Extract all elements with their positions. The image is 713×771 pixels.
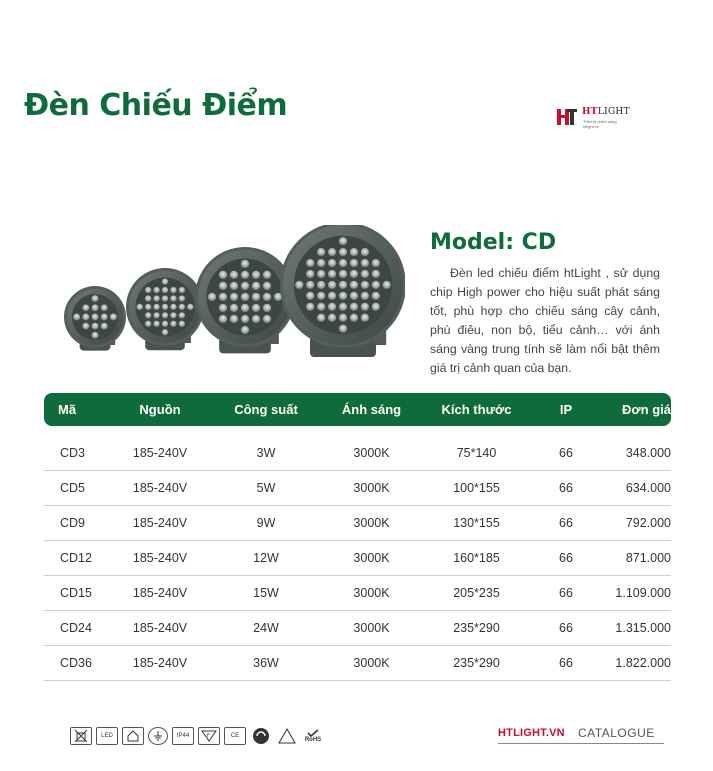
table-row — [44, 576, 671, 611]
table-cell: 9W — [256, 516, 276, 530]
table-row — [44, 471, 671, 506]
table-cell: CD9 — [60, 516, 86, 530]
header-kich-thuoc: Kích thước — [441, 402, 512, 417]
table-cell: 235*290 — [453, 621, 500, 635]
footer-brand: HTLIGHT.VN — [498, 727, 565, 739]
header-don-gia: Đơn giá — [622, 402, 671, 417]
model-title: Model: CD — [430, 230, 557, 255]
table-cell: 3000K — [353, 481, 390, 495]
table-cell: 36W — [253, 656, 279, 670]
certification-icons — [70, 726, 324, 746]
logo-tagline: Thiết bị chiếu sáng htlight.vn — [583, 119, 617, 129]
ce-icon: CE — [224, 727, 246, 745]
table-cell: 3000K — [353, 621, 390, 635]
indoor-house-icon — [122, 727, 144, 745]
page-title: Đèn Chiếu Điểm — [24, 88, 288, 123]
price-table — [44, 393, 671, 681]
table-cell: 66 — [559, 446, 573, 460]
table-cell: 3000K — [353, 446, 390, 460]
led-icon: LED — [96, 727, 118, 745]
table-row — [44, 436, 671, 471]
htlight-logo-icon — [556, 106, 578, 128]
model-description: Đèn led chiếu điểm htLight , sử dụng chip High power cho hiệu suất phát sáng tốt, phù hợp cho chiếu sáng cây cảnh, phù điêu, non bộ, tiểu cảnh… với ánh sáng vàng trung tính sẽ làm nổi bật thêm giá trị cảnh quan của bạn. — [430, 266, 660, 375]
table-row — [44, 541, 671, 576]
table-cell: 3000K — [353, 656, 390, 670]
table-cell: 66 — [559, 516, 573, 530]
table-cell: 185-240V — [132, 621, 188, 635]
table-cell: 66 — [559, 551, 573, 565]
header-anh-sang: Ánh sáng — [341, 402, 402, 417]
header-cong-suat: Công suất — [234, 402, 298, 417]
table-cell: 1.822.000 — [615, 656, 671, 670]
ground-icon — [148, 727, 168, 745]
footer-catalogue: CATALOGUE — [578, 726, 655, 740]
table-cell: 66 — [559, 586, 573, 600]
table-cell: CD3 — [60, 446, 86, 460]
table-cell: 3000K — [353, 586, 390, 600]
table-cell: 348.000 — [625, 446, 671, 460]
table-cell: 1.315.000 — [615, 621, 671, 635]
table-cell: 205*235 — [453, 586, 500, 600]
table-cell: 66 — [559, 621, 573, 635]
table-cell: 3000K — [353, 551, 390, 565]
table-cell: 1.109.000 — [615, 586, 671, 600]
triangle-mark-icon — [276, 727, 298, 745]
table-cell: 24W — [253, 621, 279, 635]
htlight-logo — [556, 104, 636, 130]
table-cell: CD15 — [60, 586, 92, 600]
f-mark-icon — [198, 727, 220, 745]
table-cell: 185-240V — [132, 446, 188, 460]
table-cell: 75*140 — [456, 446, 497, 460]
rohs-icon: RoHS — [302, 727, 324, 745]
table-cell: 66 — [559, 656, 573, 670]
table-row — [44, 506, 671, 541]
header-ip: IP — [559, 402, 573, 417]
table-cell: 3W — [256, 446, 276, 460]
table-cell: 160*185 — [453, 551, 500, 565]
table-cell: 235*290 — [453, 656, 500, 670]
weee-bin-icon — [70, 727, 92, 745]
table-cell: 15W — [253, 586, 279, 600]
table-cell: 792.000 — [625, 516, 671, 530]
table-cell: 185-240V — [132, 586, 188, 600]
table-cell: 100*155 — [453, 481, 500, 495]
header-ma: Mã — [58, 402, 77, 417]
table-cell: 66 — [559, 481, 573, 495]
table-row — [44, 646, 671, 681]
table-row — [44, 611, 671, 646]
table-cell: 634.000 — [625, 481, 671, 495]
table-cell: 3000K — [353, 516, 390, 530]
footer-divider — [498, 743, 664, 744]
table-cell: CD12 — [60, 551, 92, 565]
table-cell: 185-240V — [132, 551, 188, 565]
recycle-icon — [250, 727, 272, 745]
table-cell: 130*155 — [453, 516, 500, 530]
table-header — [44, 393, 671, 426]
header-nguon: Nguồn — [139, 402, 181, 417]
table-cell: 871.000 — [625, 551, 671, 565]
table-cell: CD5 — [60, 481, 86, 495]
ip44-icon: IP44 — [172, 727, 194, 745]
table-cell: CD36 — [60, 656, 92, 670]
spotlight-product-image — [60, 225, 405, 377]
table-cell: 185-240V — [132, 516, 188, 530]
table-cell: 5W — [256, 481, 276, 495]
table-cell: 185-240V — [132, 481, 188, 495]
table-cell: 185-240V — [132, 656, 188, 670]
svg-text:F: F — [207, 733, 210, 739]
table-cell: 12W — [253, 551, 279, 565]
logo-brand: HTLIGHT — [582, 107, 630, 117]
table-cell: CD24 — [60, 621, 92, 635]
